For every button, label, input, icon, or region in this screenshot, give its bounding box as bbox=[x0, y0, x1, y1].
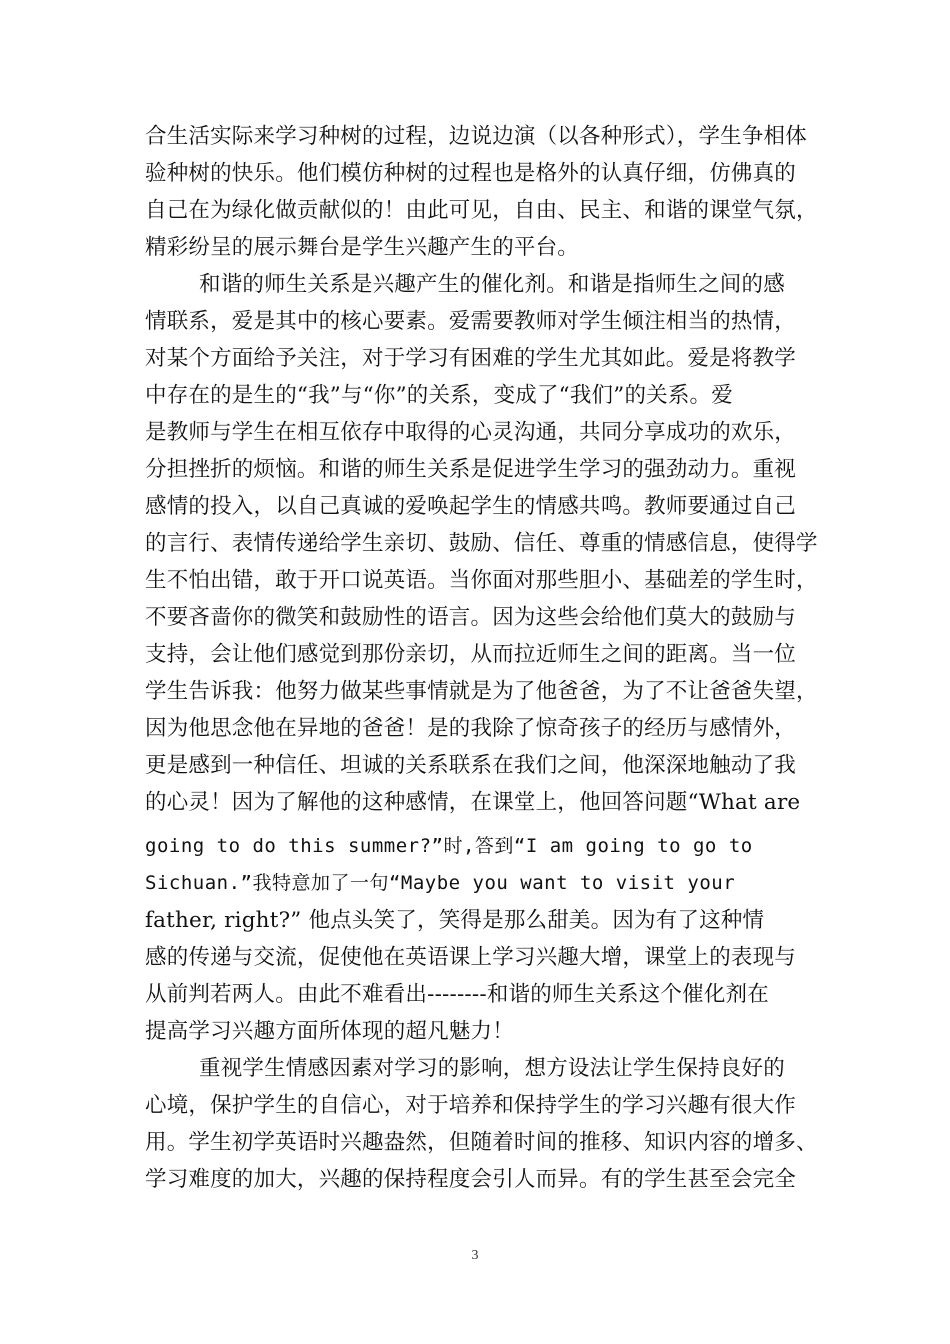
text-line: 对某个方面给予关注，对于学习有困难的学生尤其如此。爱是将教学 bbox=[145, 346, 797, 371]
text-line: going to do this summer?”时,答到“I am going to go to bbox=[145, 835, 753, 857]
page-number: 3 bbox=[471, 1248, 479, 1263]
text-line: 不要吝啬你的微笑和鼓励性的语言。因为这些会给他们莫大的鼓励与 bbox=[145, 605, 797, 630]
text-line: Sichuan.”我特意加了一句“Maybe you want to visit your bbox=[145, 872, 736, 894]
text-line: 中存在的是生的“我”与“你”的关系，变成了“我们”的关系。爱 bbox=[145, 383, 733, 408]
text-line: 心境，保护学生的自信心，对于培养和保持学生的学习兴趣有很大作 bbox=[145, 1093, 797, 1118]
text-line: 生不怕出错，敢于开口说英语。当你面对那些胆小、基础差的学生时， bbox=[145, 568, 818, 593]
text-line: 提高学习兴趣方面所体现的超凡魅力！ bbox=[145, 1019, 514, 1044]
text-line: 精彩纷呈的展示舞台是学生兴趣产生的平台。 bbox=[145, 235, 580, 260]
text-line: 从前判若两人。由此不难看出--------和谐的师生关系这个催化剂在 bbox=[145, 982, 769, 1007]
text-line: 因为他思念他在异地的爸爸！是的我除了惊奇孩子的经历与感情外， bbox=[145, 716, 797, 741]
paragraph-start-line: 和谐的师生关系是兴趣产生的催化剂。和谐是指师生之间的感 bbox=[199, 272, 785, 297]
text-line: 情联系，爱是其中的核心要素。爱需要教师对学生倾注相当的热情， bbox=[145, 309, 797, 334]
text-line: 学习难度的加大，兴趣的保持程度会引人而异。有的学生甚至会完全 bbox=[145, 1167, 797, 1192]
text-line: 合生活实际来学习种树的过程，边说边演（以各种形式），学生争相体 bbox=[145, 124, 807, 149]
text-line: 感情的投入，以自己真诚的爱唤起学生的情感共鸣。教师要通过自己 bbox=[145, 494, 797, 519]
text-line: 学生告诉我：他努力做某些事情就是为了他爸爸，为了不让爸爸失望， bbox=[145, 679, 818, 704]
text-line: 更是感到一种信任、坦诚的关系联系在我们之间，他深深地触动了我 bbox=[145, 753, 797, 778]
paragraph-start-line: 重视学生情感因素对学习的影响，想方设法让学生保持良好的 bbox=[199, 1056, 785, 1081]
text-line: 感的传递与交流，促使他在英语课上学习兴趣大增，课堂上的表现与 bbox=[145, 945, 797, 970]
text-line: 分担挫折的烦恼。和谐的师生关系是促进学生学习的强劲动力。重视 bbox=[145, 457, 797, 482]
text-line: 支持，会让他们感觉到那份亲切，从而拉近师生之间的距离。当一位 bbox=[145, 642, 797, 667]
text-line: 的言行、表情传递给学生亲切、鼓励、信任、尊重的情感信息，使得学 bbox=[145, 531, 818, 556]
text-line: father, right?” 他点头笑了，笑得是那么甜美。因为有了这种情 bbox=[145, 908, 765, 933]
text-line: 验种树的快乐。他们模仿种树的过程也是格外的认真仔细，仿佛真的 bbox=[145, 161, 797, 186]
text-line: 自己在为绿化做贡献似的！由此可见，自由、民主、和谐的课堂气氛， bbox=[145, 198, 818, 223]
text-line: 是教师与学生在相互依存中取得的心灵沟通，共同分享成功的欢乐， bbox=[145, 420, 797, 445]
text-line: 用。学生初学英语时兴趣盎然，但随着时间的推移、知识内容的增多、 bbox=[145, 1130, 818, 1155]
text-line: 的心灵！因为了解他的这种感情，在课堂上，他回答问题“What are bbox=[145, 790, 801, 815]
